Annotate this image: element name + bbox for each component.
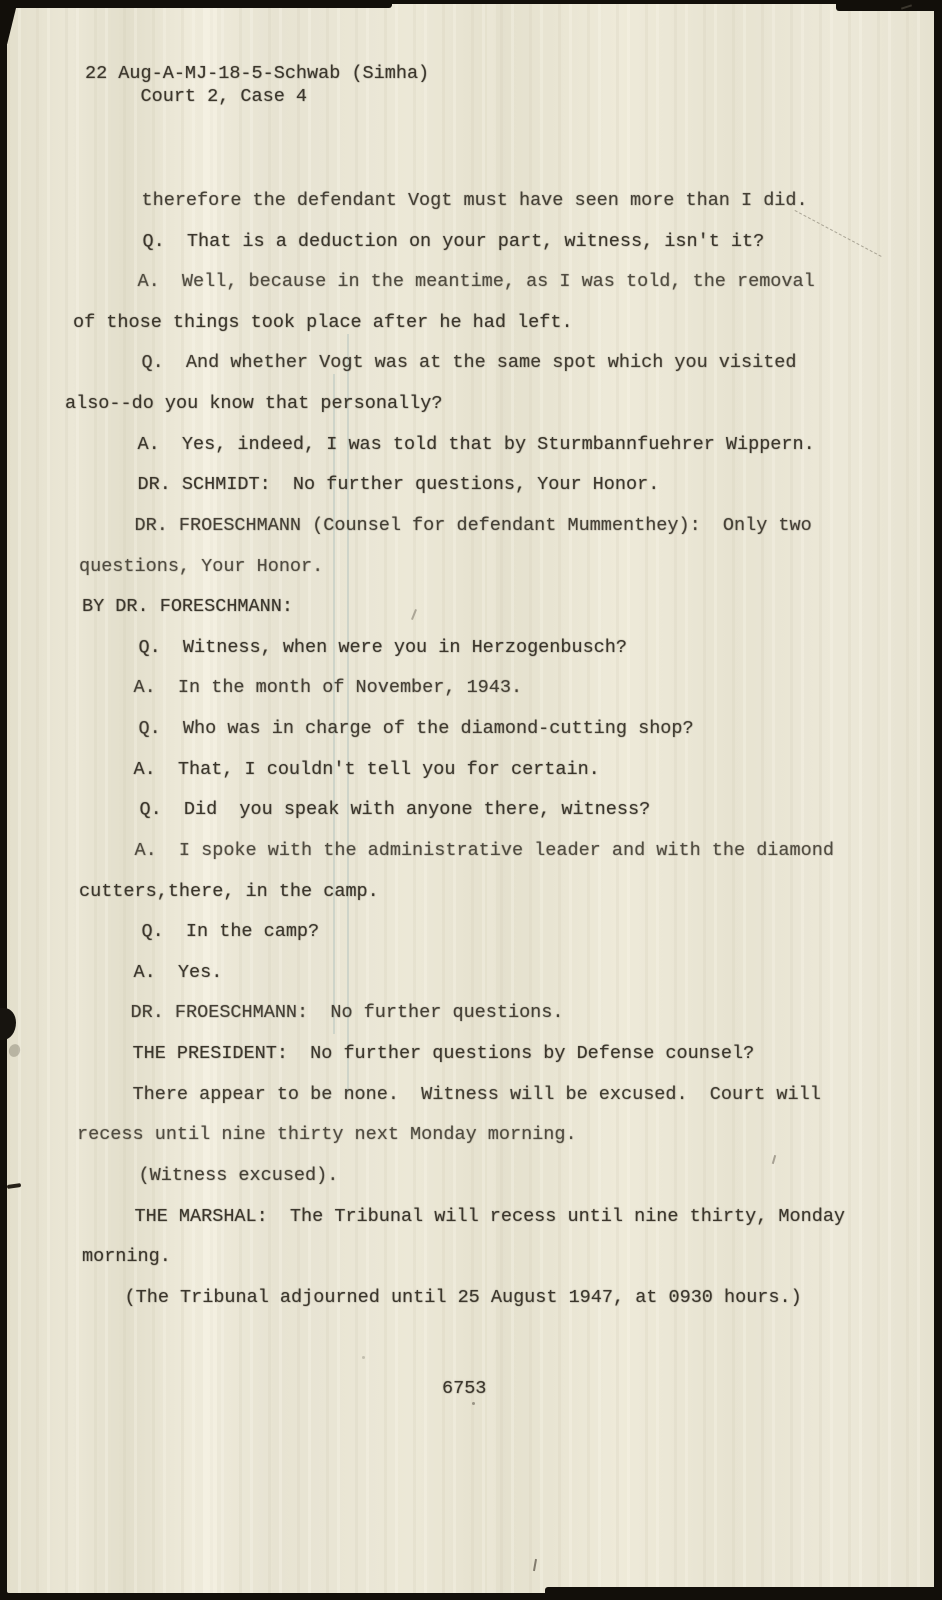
- transcript-line: also--do you know that personally?: [65, 393, 443, 415]
- transcript-line: THE PRESIDENT: No further questions by Defense counsel?: [77, 1043, 755, 1065]
- transcript-line: Q. Witness, when were you in Herzogenbusch?: [83, 636, 627, 658]
- transcript-line: DR. SCHMIDT: No further questions, Your Honor.: [82, 474, 660, 496]
- transcript-line: A. Well, because in the meantime, as I was told, the removal: [82, 271, 815, 293]
- transcript-line: A. In the month of November, 1943.: [78, 677, 523, 699]
- typewritten-text-layer: [7, 4, 934, 1593]
- transcript-line: questions, Your Honor.: [79, 555, 324, 577]
- page-number: 6753: [442, 1378, 487, 1399]
- ink-speck: [362, 1356, 365, 1359]
- transcript-line: cutters,there, in the camp.: [79, 880, 379, 902]
- transcript-line: A. Yes, indeed, I was told that by Sturmbannfuehrer Wippern.: [82, 433, 815, 455]
- scan-edge-left: [0, 0, 7, 1600]
- transcript-line: Q. In the camp?: [86, 921, 320, 943]
- scan-edge-bottom: [545, 1587, 942, 1600]
- transcript-line: recess until nine thirty next Monday morning.: [77, 1124, 577, 1146]
- transcript-line: There appear to be none. Witness will be excused. Court will: [77, 1083, 821, 1105]
- header-line-2: Court 2, Case 4: [85, 85, 308, 107]
- transcript-line: Q. And whether Vogt was at the same spot which you visited: [86, 352, 797, 374]
- transcript-line: A. That, I couldn't tell you for certain.: [78, 758, 600, 780]
- paper-sheet: [7, 4, 934, 1593]
- transcript-line: Q. Did you speak with anyone there, witness?: [84, 799, 651, 821]
- transcript-line: (The Tribunal adjourned until 25 August 1947, at 0930 hours.): [69, 1286, 802, 1308]
- transcript-line: THE MARSHAL: The Tribunal will recess until nine thirty, Monday: [79, 1205, 846, 1227]
- transcript-line: of those things took place after he had left.: [73, 311, 573, 333]
- transcript-line: Q. Who was in charge of the diamond-cutting shop?: [83, 718, 694, 740]
- transcript-line: DR. FROESCHMANN (Counsel for defendant Mummenthey): Only two: [79, 514, 812, 536]
- transcript-line: (Witness excused).: [83, 1164, 339, 1186]
- transcript-line: DR. FROESCHMANN: No further questions.: [75, 1002, 564, 1024]
- transcript-line: therefore the defendant Vogt must have seen more than I did.: [86, 190, 808, 211]
- transcript-line: BY DR. FORESCHMANN:: [82, 596, 293, 618]
- transcript-line: A. I spoke with the administrative leader and with the diamond: [79, 839, 834, 861]
- scan-edge-right: [934, 0, 942, 1600]
- document-header: [85, 63, 429, 108]
- transcript-line: morning.: [82, 1246, 171, 1268]
- scan-edge-top: [836, 0, 942, 11]
- scan-edge-top: [0, 0, 392, 8]
- header-line-1: 22 Aug-A-MJ-18-5-Schwab (Simha): [85, 63, 430, 84]
- transcript-line: Q. That is a deduction on your part, witness, isn't it?: [87, 230, 765, 252]
- transcript-line: A. Yes.: [78, 961, 223, 983]
- ink-speck: [472, 1402, 475, 1405]
